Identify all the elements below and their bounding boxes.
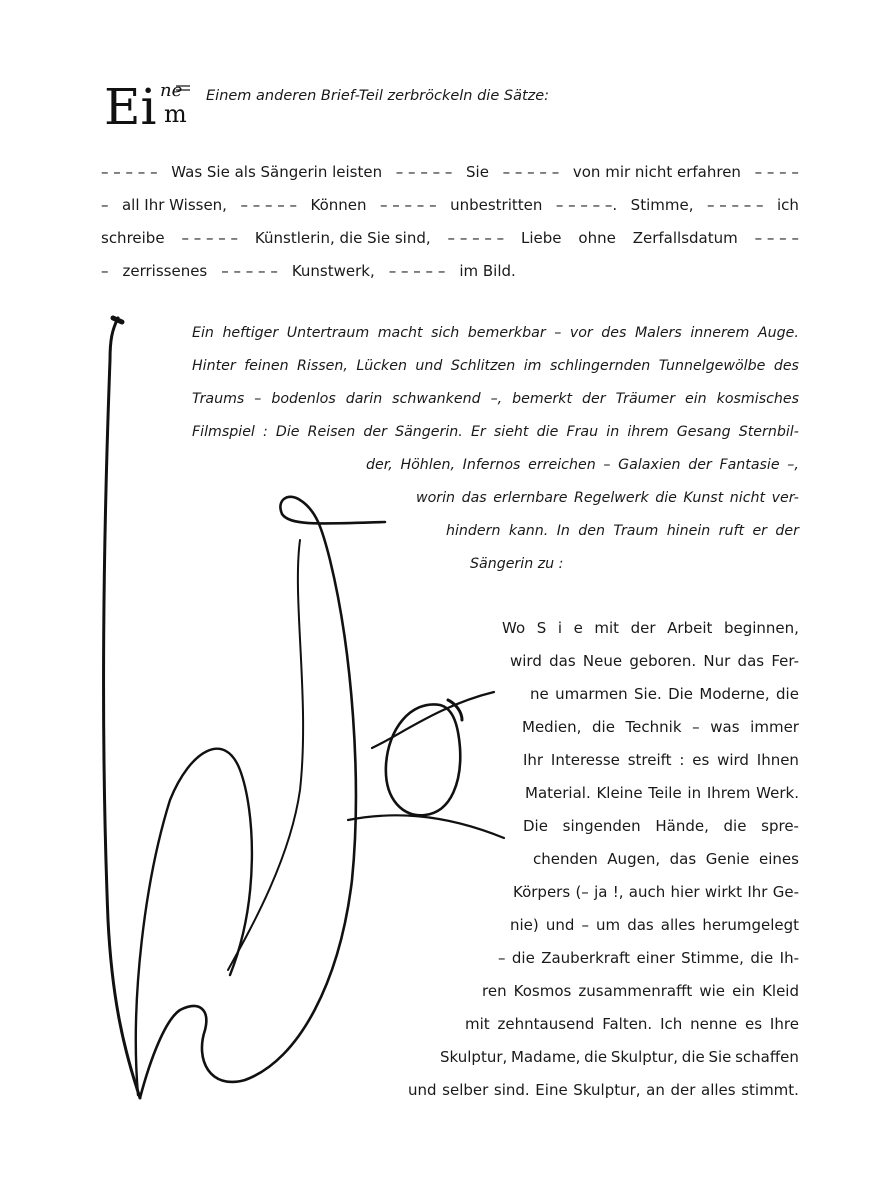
word: Malers (634, 325, 682, 341)
word: bemerkt (512, 391, 573, 407)
text-line (522, 711, 799, 744)
word: Die (668, 685, 694, 703)
svg-text:m: m (164, 100, 187, 128)
text-fragment: – – – – – (395, 163, 453, 181)
text-fragment: – – – – – (388, 262, 446, 280)
word: des (773, 358, 799, 374)
word: Skulptur, (440, 1048, 508, 1066)
word: die (776, 685, 799, 703)
word: Galaxien (618, 457, 681, 473)
word: nicht (729, 490, 766, 506)
word: selber (442, 1081, 489, 1099)
word: der, (366, 457, 393, 473)
word: in (687, 784, 702, 802)
word: schlingernden (549, 358, 651, 374)
text-line (525, 777, 799, 810)
text-line (523, 810, 799, 843)
word: (– (575, 883, 589, 901)
word: worin (416, 490, 456, 506)
word: zehntausend (497, 1015, 595, 1033)
word: Stimme, (681, 949, 744, 967)
word: der (688, 457, 712, 473)
word: die (750, 949, 774, 967)
text-line (192, 416, 799, 449)
word: Infernos (462, 457, 521, 473)
word: Ihr (747, 883, 768, 901)
word: – (581, 916, 589, 934)
text-fragment: Zerfallsdatum (632, 229, 738, 247)
word: hinein (666, 523, 711, 539)
text-line (465, 1008, 799, 1041)
word: Hinter (192, 358, 236, 374)
word: Wo (502, 619, 526, 637)
word: e (573, 619, 583, 637)
word: Reisen (307, 424, 356, 440)
word: ne (530, 685, 549, 703)
word: ein (732, 982, 756, 1000)
text-fragment: unbestritten (450, 196, 543, 214)
word: mit (594, 619, 620, 637)
text-fragment: im Bild. (459, 262, 516, 280)
word: singenden (562, 817, 641, 835)
word: Zauberkraft (541, 949, 631, 967)
text-fragment: – – – – – (706, 196, 764, 214)
word: eines (759, 850, 799, 868)
word: spre- (761, 817, 799, 835)
word: ihrem (627, 424, 669, 440)
word: ren (482, 982, 507, 1000)
word: Ihre (769, 1015, 799, 1033)
text-fragment: – – – – –. (555, 196, 618, 214)
svg-text:ne: ne (160, 80, 183, 101)
word: zusammenrafft (578, 982, 693, 1000)
word: Untertraum (286, 325, 370, 341)
word: stimmt. (741, 1081, 799, 1099)
word: Die (523, 817, 548, 835)
text-fragment: – – – – – (447, 229, 505, 247)
word: das (627, 916, 654, 934)
word: Kleine (596, 784, 643, 802)
word: herumgelegt (702, 916, 799, 934)
word: der (582, 391, 606, 407)
word: Träumer (615, 391, 676, 407)
word: Auge. (757, 325, 799, 341)
word: der (670, 1081, 696, 1099)
word: Ih- (779, 949, 799, 967)
word: – (554, 325, 562, 341)
text-line (510, 909, 799, 942)
decorative-initial-glyph (104, 72, 194, 132)
text-line (101, 255, 799, 288)
word: –, (787, 457, 799, 473)
text-line (533, 843, 799, 876)
word: kann. (508, 523, 549, 539)
word: die (592, 718, 615, 736)
word: Werk. (756, 784, 799, 802)
word: das (549, 652, 576, 670)
text-fragment: Sie (466, 163, 489, 181)
text-fragment: – – – – – (380, 196, 437, 214)
word: Frau (566, 424, 599, 440)
word: Nur (703, 652, 731, 670)
word: Sängerin. (395, 424, 463, 440)
text-line (366, 449, 799, 482)
text-fragment: all Ihr Wissen, (121, 196, 227, 214)
word: sieht (493, 424, 529, 440)
word: – (254, 391, 262, 407)
text-fragment: – – – – (754, 163, 799, 181)
text-fragment: Stimme, (630, 196, 694, 214)
word: – (498, 949, 506, 967)
word: schwankend (392, 391, 481, 407)
word: Regelwerk (574, 490, 649, 506)
word: mit (465, 1015, 490, 1033)
word: das (461, 490, 487, 506)
text-fragment: – (101, 196, 109, 214)
text-fragment: ich (777, 196, 799, 214)
word: der (775, 523, 799, 539)
word: bodenlos (271, 391, 336, 407)
text-line (192, 317, 799, 350)
word: Sie (708, 1048, 732, 1066)
word: wird (717, 751, 749, 769)
word: der (363, 424, 387, 440)
word: wird (510, 652, 542, 670)
word: Kleid (762, 982, 799, 1000)
svg-text:Ei: Ei (104, 78, 157, 132)
word: Eine (535, 1081, 568, 1099)
word: Madame, (510, 1048, 581, 1066)
word: was (710, 718, 740, 736)
word: und (408, 1081, 437, 1099)
word: das (669, 850, 697, 868)
word: auch (628, 883, 666, 901)
word: ver- (771, 490, 799, 506)
word: die (723, 817, 747, 835)
word: hindern (446, 523, 501, 539)
word: Traums (192, 391, 245, 407)
word: hier (670, 883, 700, 901)
text-line (498, 942, 799, 975)
text-line (440, 1041, 799, 1074)
word: Falten. (602, 1015, 653, 1033)
word: ein (685, 391, 707, 407)
word: alles (660, 916, 696, 934)
word: er (752, 523, 768, 539)
word: geboren. (629, 652, 697, 670)
word: an (646, 1081, 665, 1099)
word: Kosmos (513, 982, 572, 1000)
word: Material. (525, 784, 591, 802)
word: macht (377, 325, 423, 341)
word: Ihr (523, 751, 544, 769)
word: Ein (192, 325, 214, 341)
text-fragment: von mir nicht erfahren (572, 163, 741, 181)
word: und (545, 916, 575, 934)
word: S (536, 619, 547, 637)
text-line (192, 350, 799, 383)
word: umarmen (555, 685, 628, 703)
word: Er (470, 424, 486, 440)
word: – (603, 457, 611, 473)
word: Interesse (550, 751, 620, 769)
text-fragment: zerrissenes (122, 262, 208, 280)
text-fragment: schreibe (101, 229, 165, 247)
word: die (655, 490, 677, 506)
word: um (596, 916, 621, 934)
word: vor (569, 325, 593, 341)
word: Ihrem (706, 784, 751, 802)
text-fragment: Was Sie als Sängerin leisten (171, 163, 383, 181)
text-fragment: – – – – (754, 229, 799, 247)
word: das (737, 652, 765, 670)
word: nie) (510, 916, 539, 934)
word: –, (490, 391, 503, 407)
word: erlernbare (493, 490, 568, 506)
text-fragment: ohne (578, 229, 616, 247)
word: Schlitzen (450, 358, 516, 374)
word: erreichen (528, 457, 596, 473)
word: Lücken (356, 358, 407, 374)
word: Hände, (655, 817, 709, 835)
word: wirkt (704, 883, 743, 901)
word: bemerkbar (467, 325, 546, 341)
word: Tunnelgewölbe (658, 358, 766, 374)
text-line (101, 222, 799, 255)
word: : (679, 751, 685, 769)
word: der (630, 619, 656, 637)
fragmented-paragraph (101, 156, 799, 288)
word: im (523, 358, 542, 374)
word: Filmspiel (192, 424, 255, 440)
text-line (530, 678, 799, 711)
word: ruft (718, 523, 745, 539)
word: die (536, 424, 559, 440)
word: Die (275, 424, 300, 440)
word: – (692, 718, 700, 736)
word: Genie (705, 850, 750, 868)
text-fragment: Kunstwerk, (291, 262, 375, 280)
text-fragment: Können (310, 196, 367, 214)
word: darin (345, 391, 383, 407)
word: Sie. (634, 685, 662, 703)
text-line (502, 612, 799, 645)
word: einer (636, 949, 675, 967)
word: die (584, 1048, 608, 1066)
word: den (578, 523, 605, 539)
word: alles (701, 1081, 736, 1099)
word: sind. (493, 1081, 530, 1099)
word: kosmisches (716, 391, 799, 407)
word: in (606, 424, 620, 440)
word: streift (627, 751, 672, 769)
word: die (681, 1048, 705, 1066)
dream-paragraph (0, 317, 799, 581)
word: Traum (613, 523, 659, 539)
text-fragment: – – – – – (240, 196, 298, 214)
word: des (601, 325, 627, 341)
word: Ihnen (756, 751, 799, 769)
word: die (511, 949, 535, 967)
word: sich (431, 325, 460, 341)
word: In (556, 523, 570, 539)
word: Medien, (522, 718, 582, 736)
text-line (408, 1074, 799, 1107)
word: Teile (648, 784, 682, 802)
text-line (523, 744, 799, 777)
word: Moderne, (699, 685, 770, 703)
word: Skulptur, (610, 1048, 679, 1066)
text-line (101, 189, 799, 222)
word: i (557, 619, 562, 637)
word: feinen (244, 358, 289, 374)
word: beginnen, (723, 619, 799, 637)
word: Technik (625, 718, 682, 736)
word: heftiger (222, 325, 279, 341)
text-fragment: – – – – – (502, 163, 560, 181)
word: Skulptur, (573, 1081, 641, 1099)
word: innerem (690, 325, 750, 341)
text-fragment: – (101, 262, 109, 280)
text-fragment: Liebe (521, 229, 562, 247)
word: Arbeit (667, 619, 713, 637)
word: immer (750, 718, 799, 736)
section-heading: Einem anderen Brief-Teil zerbröckeln die Sätze: (206, 88, 550, 104)
text-fragment: – – – – – (181, 229, 239, 247)
text-line: Sängerin zu : (470, 556, 564, 572)
word: Sternbil- (738, 424, 799, 440)
word: es (745, 1015, 763, 1033)
text-line (416, 482, 799, 515)
word: Neue (582, 652, 623, 670)
word: ja (594, 883, 608, 901)
text-line (510, 645, 799, 678)
word: chenden (533, 850, 598, 868)
text-line (101, 156, 799, 189)
word: Körpers (513, 883, 571, 901)
word: wie (699, 982, 726, 1000)
word: !, (612, 883, 624, 901)
word: Fer- (771, 652, 799, 670)
text-fragment: – – – – – (101, 163, 158, 181)
word: Ge- (772, 883, 799, 901)
word: und (415, 358, 443, 374)
text-line (482, 975, 799, 1008)
text-line (192, 383, 799, 416)
text-fragment: Künstlerin, die Sie sind, (254, 229, 431, 247)
word: nenne (690, 1015, 738, 1033)
word: Fantasie (719, 457, 780, 473)
word: Augen, (607, 850, 661, 868)
text-line (446, 515, 799, 548)
word: Ich (660, 1015, 683, 1033)
word: Rissen, (297, 358, 348, 374)
text-line (513, 876, 799, 909)
word: es (692, 751, 710, 769)
word: Höhlen, (400, 457, 455, 473)
word: : (263, 424, 268, 440)
word: Kunst (683, 490, 724, 506)
decorative-initial (104, 72, 194, 136)
address-paragraph (0, 612, 799, 1107)
word: Gesang (676, 424, 731, 440)
text-fragment: – – – – – (221, 262, 278, 280)
word: schaffen (735, 1048, 799, 1066)
